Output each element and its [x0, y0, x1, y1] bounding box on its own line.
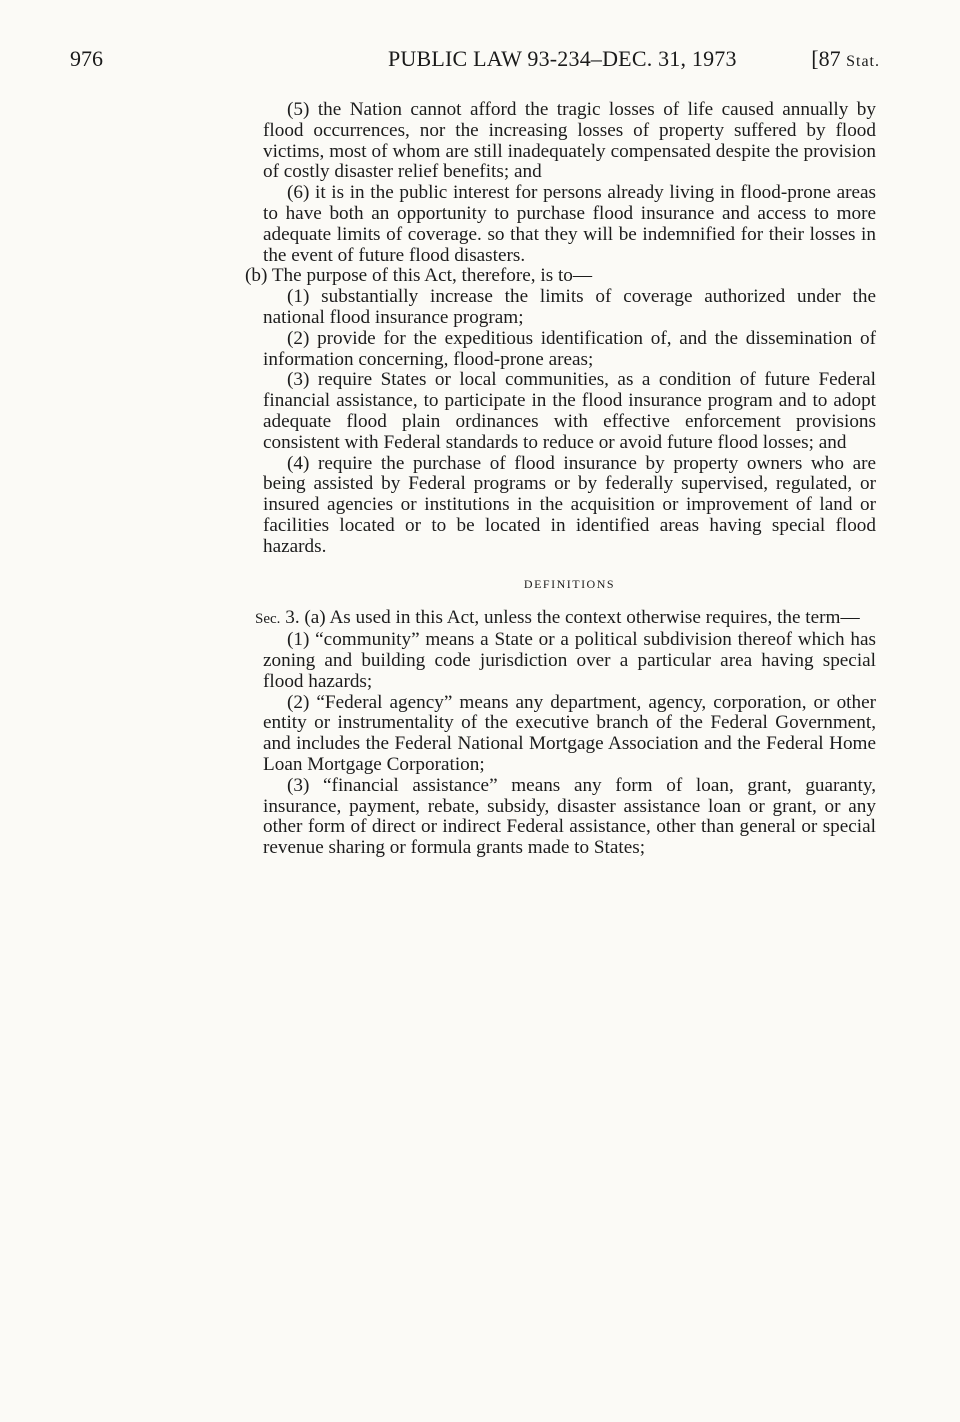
- paragraph-b1: (1) substantially increase the limits of coverage authorized under the national flood insurance program;: [263, 286, 876, 328]
- body-text: [245, 99, 876, 859]
- volume-reference: [811, 46, 880, 72]
- section-label: Sec.: [255, 611, 281, 628]
- header-title: PUBLIC LAW 93-234–DEC. 31, 1973: [388, 46, 737, 71]
- running-header: [70, 46, 880, 80]
- definition-2: (2) “Federal agency” means any department, agency, corporation, or other entity or instrumentality of the executive branch of the Federal Government, and includes the Federal National Mortgage Association and the Federal Home Loan Mortgage Corporation;: [263, 691, 876, 775]
- section-intro-text: 3. (a) As used in this Act, unless the context otherwise requires, the term—: [280, 607, 860, 629]
- volume-stat: Stat.: [846, 53, 880, 70]
- paragraph-b4: (4) require the purchase of flood insurance by property owners who are being assisted by Federal programs or by federally supervised, regulated, or insured agencies or institutions in the acquisition or improvement of land or facilities located or to be located in identified areas having special flood hazards.: [263, 452, 876, 557]
- definition-1: (1) “community” means a State or a political subdivision thereof which has zoning and building code jurisdiction over a particular area having special flood hazards;: [263, 629, 876, 692]
- paragraph-a6: (6) it is in the public interest for persons already living in flood-prone areas to have both an opportunity to purchase flood insurance and access to more adequate limits of coverage. so that they will be indemnified for their losses in the event of future flood disasters.: [263, 182, 876, 266]
- paragraph-b2: (2) provide for the expeditious identification of, and the dissemination of information concerning, flood-prone areas;: [263, 327, 876, 370]
- paragraph-b3: (3) require States or local communities, as a condition of future Federal financial assistance, to participate in the flood insurance program and to adopt adequate flood plain ordinances with effective enforcement provisions consistent with Federal standards to reduce or avoid future flood losses; and: [263, 369, 876, 453]
- paragraph-a5: (5) the Nation cannot afford the tragic losses of life caused annually by flood occurrences, nor the increasing losses of property suffered by flood victims, most of whom are still inadequately compensated despite the provision of costly disaster relief benefits; and: [263, 99, 876, 183]
- volume-prefix: [87: [811, 46, 847, 71]
- section-3-intro: [255, 608, 876, 630]
- definition-3: (3) “financial assistance” means any form of loan, grant, guaranty, insurance, payment, rebate, subsidy, disaster assistance loan or grant, or any other form of direct or indirect Federal assistance, other than general or special revenue sharing or formula grants made to States;: [263, 774, 876, 859]
- section-heading: DEFINITIONS: [523, 576, 616, 591]
- paragraph-b: (b) The purpose of this Act, therefore, is to—: [245, 265, 593, 287]
- page-number: 976: [70, 46, 103, 71]
